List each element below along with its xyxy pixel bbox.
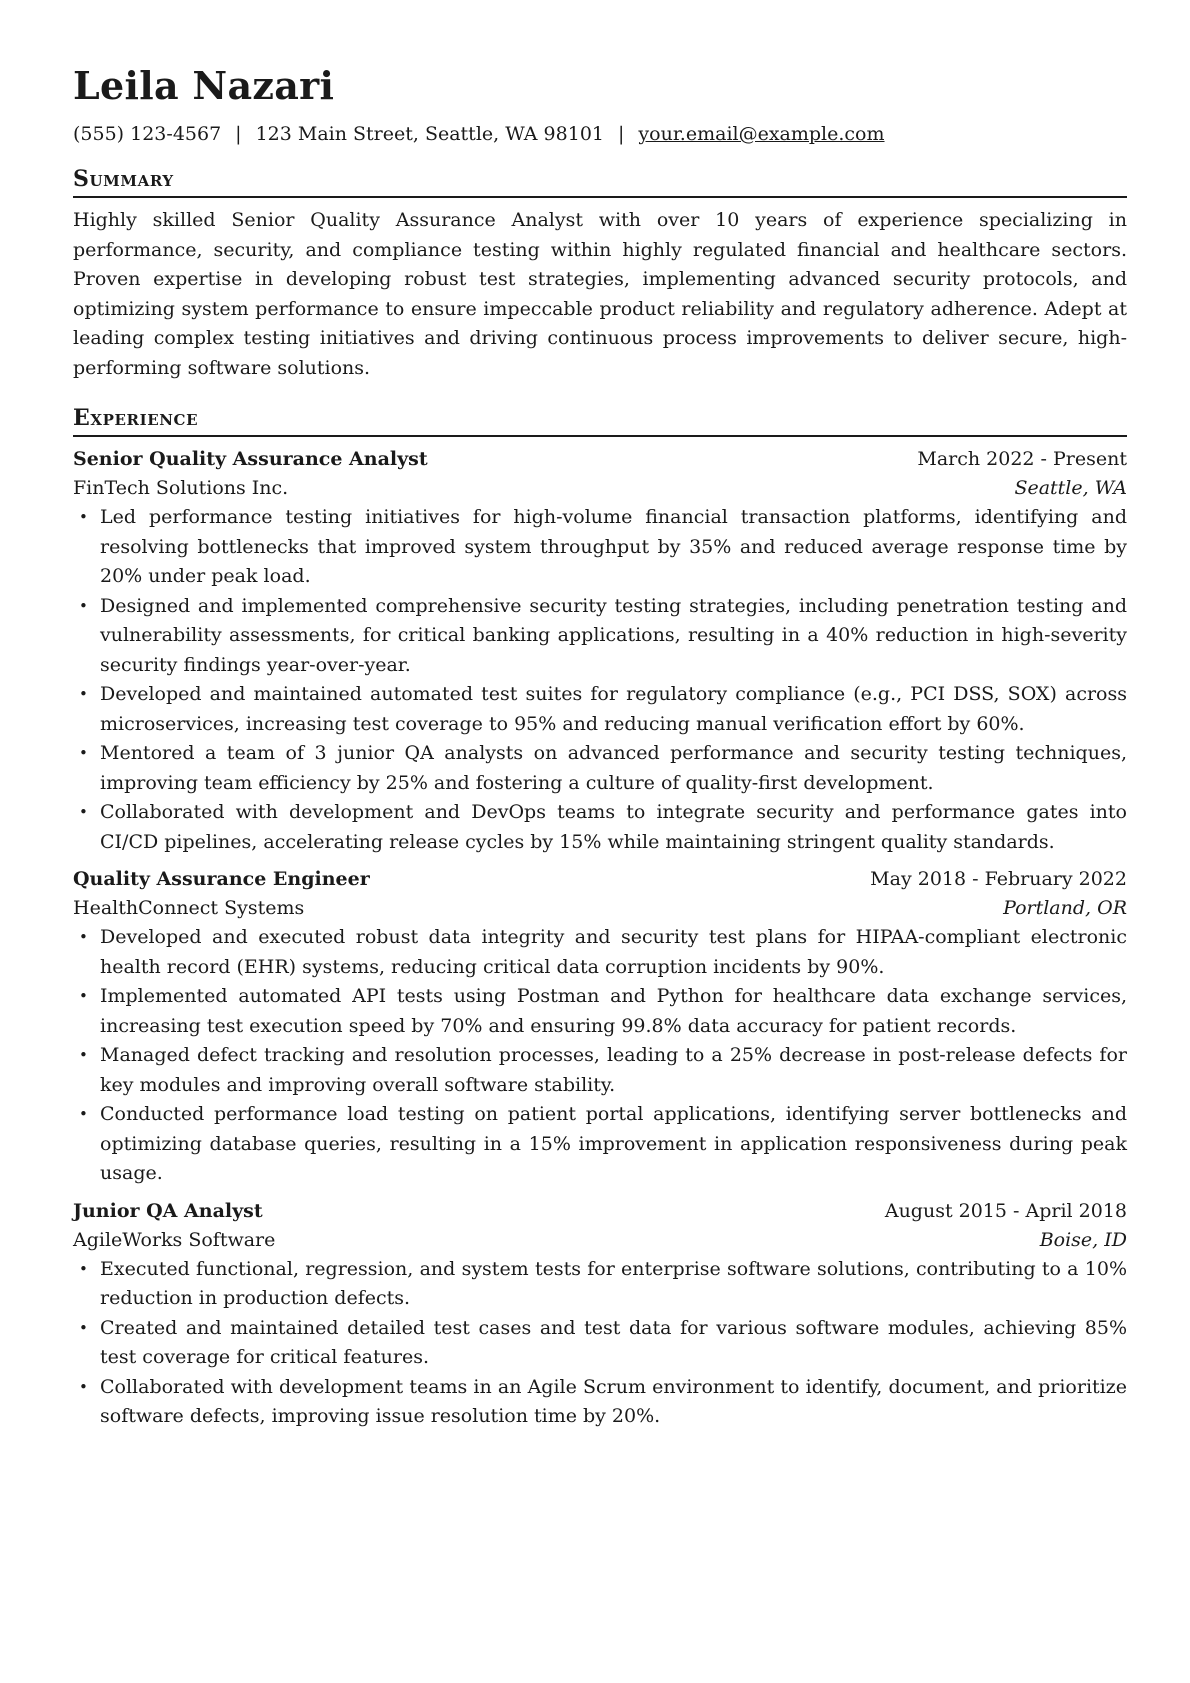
bullet-text: Conducted performance load testing on patient portal applications, identifying server bottlenecks and optimizing database queries, resulting in a 15% improvement in application responsiveness during peak usage. — [100, 1103, 1127, 1184]
bullet-item — [79, 982, 1127, 1041]
summary-text: Highly skilled Senior Quality Assurance Analyst with over 10 years of experience specializing in performance, security, and compliance testing within highly regulated financial and healthcare sectors. Proven expertise in developing robust test strategies, implementing advanced security protocols, and optimizing system performance to ensure impeccable product reliability and regulatory adherence. Adept at leading complex testing initiatives and driving continuous process improvements to deliver secure, high-performing software solutions. — [73, 209, 1127, 379]
bullet-dot-icon: • — [79, 685, 88, 703]
bullet-text: Developed and maintained automated test suites for regulatory compliance (e.g., PCI DSS, SOX) across microservices, increasing test coverage to 95% and reducing manual verification effort by 60%. — [100, 683, 1127, 735]
contact-line — [73, 122, 1127, 146]
bullet-item — [79, 1314, 1127, 1373]
bullet-item — [79, 592, 1127, 681]
bullet-item — [79, 798, 1127, 857]
job-company: HealthConnect Systems — [73, 897, 305, 919]
job-title: Senior Quality Assurance Analyst — [73, 448, 428, 470]
job-header-row — [73, 1197, 1127, 1226]
bullet-dot-icon: • — [79, 744, 88, 762]
job-dates: March 2022 - Present — [917, 448, 1127, 470]
bullet-text: Led performance testing initiatives for high-volume financial transaction platforms, identifying and resolving bottlenecks that improved system throughput by 35% and reduced average response time by 20% under peak load. — [100, 506, 1127, 587]
job-dates: August 2015 - April 2018 — [884, 1199, 1127, 1222]
contact-separator: | — [618, 123, 625, 145]
job-company: AgileWorks Software — [73, 1228, 276, 1251]
job-location: Seattle, WA — [1014, 477, 1127, 499]
bullet-text: Executed functional, regression, and system tests for enterprise software solutions, contributing to a 10% reduction in production defects. — [100, 1257, 1127, 1309]
job-location: Portland, OR — [1003, 897, 1127, 919]
bullet-text: Developed and executed robust data integrity and security test plans for HIPAA-compliant electronic health record (EHR) systems, reducing critical data corruption incidents by 90%. — [100, 926, 1127, 978]
bullet-item — [79, 739, 1127, 798]
bullet-text: Collaborated with development teams in an Agile Scrum environment to identify, document, and prioritize software defects, improving issue resolution time by 20%. — [100, 1375, 1127, 1427]
job-title: Junior QA Analyst — [73, 1199, 263, 1222]
job-company-row — [73, 894, 1127, 923]
job-header-row — [73, 865, 1127, 894]
bullet-dot-icon: • — [79, 1259, 88, 1278]
bullet-dot-icon: • — [79, 928, 88, 946]
email-link[interactable]: your.email@example.com — [638, 123, 885, 145]
job-bullets — [73, 1255, 1127, 1432]
bullet-item — [79, 1255, 1127, 1314]
street-address: 123 Main Street, Seattle, WA 98101 — [255, 123, 604, 145]
bullet-item — [79, 680, 1127, 739]
job-entry — [73, 1197, 1127, 1432]
bullet-item — [79, 923, 1127, 982]
bullet-text: Managed defect tracking and resolution processes, leading to a 25% decrease in post-release defects for key modules and improving overall software stability. — [100, 1044, 1127, 1096]
contact-separator: | — [235, 123, 242, 145]
job-title: Quality Assurance Engineer — [73, 868, 370, 890]
bullet-item — [79, 503, 1127, 592]
bullet-dot-icon: • — [79, 1105, 88, 1123]
bullet-item — [79, 1041, 1127, 1100]
job-entry — [73, 865, 1127, 1189]
candidate-name: Leila Nazari — [73, 63, 335, 108]
job-company-row — [73, 474, 1127, 503]
job-company: FinTech Solutions Inc. — [73, 477, 289, 499]
experience-heading: Experience — [73, 405, 1127, 437]
job-bullets — [73, 503, 1127, 857]
job-entry — [73, 445, 1127, 857]
bullet-item — [79, 1373, 1127, 1432]
bullet-dot-icon: • — [79, 508, 88, 526]
job-company-row — [73, 1226, 1127, 1255]
bullet-dot-icon: • — [79, 596, 88, 615]
bullet-dot-icon: • — [79, 803, 88, 821]
bullet-text: Collaborated with development and DevOps teams to integrate security and performance gates into CI/CD pipelines, accelerating release cycles by 15% while maintaining stringent quality standards. — [100, 801, 1127, 853]
bullet-dot-icon: • — [79, 1318, 88, 1337]
bullet-text: Created and maintained detailed test cases and test data for various software modules, achieving 85% test coverage for critical features. — [100, 1316, 1127, 1368]
summary-heading: Summary — [73, 166, 1127, 198]
bullet-dot-icon: • — [79, 1046, 88, 1064]
bullet-text: Implemented automated API tests using Postman and Python for healthcare data exchange services, increasing test execution speed by 70% and ensuring 99.8% data accuracy for patient records. — [100, 985, 1127, 1037]
job-header-row — [73, 445, 1127, 474]
bullet-item — [79, 1100, 1127, 1189]
bullet-text: Mentored a team of 3 junior QA analysts on advanced performance and security testing techniques, improving team efficiency by 25% and fostering a culture of quality-first development. — [100, 742, 1127, 794]
bullet-dot-icon: • — [79, 987, 88, 1005]
bullet-dot-icon: • — [79, 1377, 88, 1396]
phone-number: (555) 123-4567 — [73, 123, 222, 145]
job-dates: May 2018 - February 2022 — [870, 868, 1127, 890]
job-bullets — [73, 923, 1127, 1189]
job-location: Boise, ID — [1039, 1228, 1127, 1251]
bullet-text: Designed and implemented comprehensive security testing strategies, including penetration testing and vulnerability assessments, for critical banking applications, resulting in a 40% reduction in high-severity security findings year-over-year. — [100, 594, 1127, 676]
